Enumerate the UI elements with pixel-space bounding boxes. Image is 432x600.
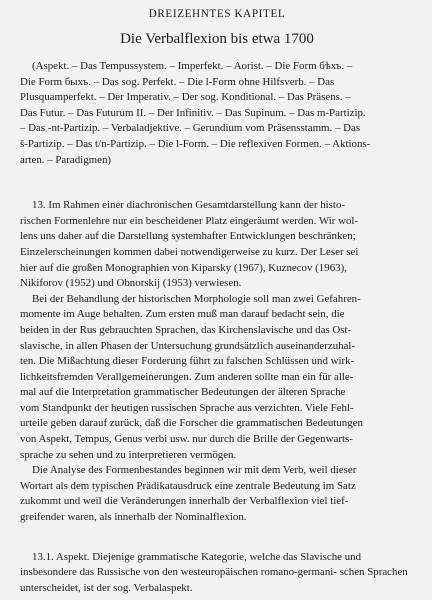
paragraph-line: und insbesondere das Russische von den westeuropäischen romano-germani-	[20, 550, 362, 579]
paragraph-line: ten. Die Mißachtung dieser Forderung führt zu falschen Schlüssen und wirk-	[20, 355, 355, 368]
paragraph-line: schen Sprachen unterscheidet, ist der sog. Verbalaspekt.	[20, 566, 408, 594]
paragraph-line: Die Analyse des Formenbestandes beginnen wir mit dem Verb, weil dieser	[32, 464, 357, 477]
section-13	[20, 198, 414, 525]
paragraph-line: vom Standpunkt der heutigen russischen Sprache aus verzichten. Viele Fehl-	[20, 401, 354, 414]
paragraph-line: mal auf die Interpretation grammatischer Bedeutungen der älteren Sprache	[20, 386, 346, 399]
paragraph-line: hier auf die großen Monographien von Kiparsky (1967), Kuznecov (1963),	[20, 261, 347, 274]
summary-line: Die Form быхъ. – Das sog. Perfekt. – Die l-Form ohne Hilfsverb. – Das	[20, 75, 335, 88]
paragraph-line: beiden in der Rus gebrauchten Sprachen, das Kirchenslavische und das Ost-	[20, 323, 352, 336]
summary-line: (Aspekt. – Das Tempussystem. – Imperfekt. – Aorist. – Die Form бѣхъ. –	[32, 60, 353, 72]
paragraph-line: greifender waren, als innerhalb der Nominalflexion.	[20, 511, 247, 524]
paragraph-line: Wortart als dem typischen Prädikatausdruck eine zentrale Bedeutung im Satz	[20, 479, 356, 492]
summary-line: arten. – Paradigmen)	[20, 153, 112, 166]
summary-line: Das Futur. – Das Futurum II. – Der Infinitiv. – Das Supinum. – Das m-Partizip.	[20, 106, 366, 119]
paragraph-line: sprache zu sehen und zu interpretieren vermögen.	[20, 448, 237, 461]
paragraph-line: urteile geben darauf zurück, daß die Forscher die grammatischen Bedeutungen	[20, 417, 363, 430]
chapter-summary	[20, 59, 414, 168]
paragraph-line: lens uns daher auf die Darstellung systemhafter Entwicklungen beschränken;	[20, 230, 356, 243]
summary-line: Plusquamperfekt. – Der Imperativ. – Der sog. Konditional. – Das Präsens. –	[20, 91, 351, 104]
chapter-heading: DREIZEHNTES KAPITEL	[148, 8, 286, 20]
paragraph-line: rischen Formenlehre nur ein bescheidener Platz eingeräumt werden. Wir wol-	[20, 214, 359, 227]
paragraph-line: lichkeitsfremden Verallgemeinerungen. Zum anderen sollte man ein für alle-	[20, 370, 354, 383]
paragraph-line: Bei der Behandlung der historischen Morphologie soll man zwei Gefahren-	[32, 292, 361, 305]
paragraph-line: Einzelerscheinungen kommen dabei notwendigerweise zu kurz. Der Leser sei	[20, 245, 359, 258]
summary-line: – Das -nt-Partizip. – Verbaladjektive. – Gerundium vom Präsensstamm. – Das	[20, 122, 361, 135]
paragraph-line: von Aspekt, Tempus, Genus verbi usw. nur durch die Brille der Gegenwarts-	[20, 433, 353, 446]
section-13-1	[20, 550, 414, 597]
summary-line: š-Partizip. – Das t/n-Partizip. – Die l-Form. – Die reflexiven Formen. – Aktions-	[20, 137, 371, 150]
paragraph-line: 13.1. Aspekt. Diejenige grammatische Kategorie, welche das Slavische	[32, 550, 342, 563]
paragraph-line: slavische, in allen Phasen der Untersuchung grundsätzlich auseinanderzuhal-	[20, 339, 356, 352]
paragraph-line: Nikiforov (1952) und Obnorskij (1953) verwiesen.	[20, 277, 242, 290]
chapter-title: Die Verbalflexion bis etwa 1700	[120, 31, 314, 47]
paragraph-line: zukommt und weil die Veränderungen innerhalb der Verbalflexion viel tief-	[20, 495, 349, 508]
paragraph-line: 13. Im Rahmen einer diachronischen Gesamtdarstellung kann der histo-	[32, 199, 346, 212]
paragraph-line: momente im Auge behalten. Zum ersten muß man darauf bedacht sein, die	[20, 308, 345, 321]
